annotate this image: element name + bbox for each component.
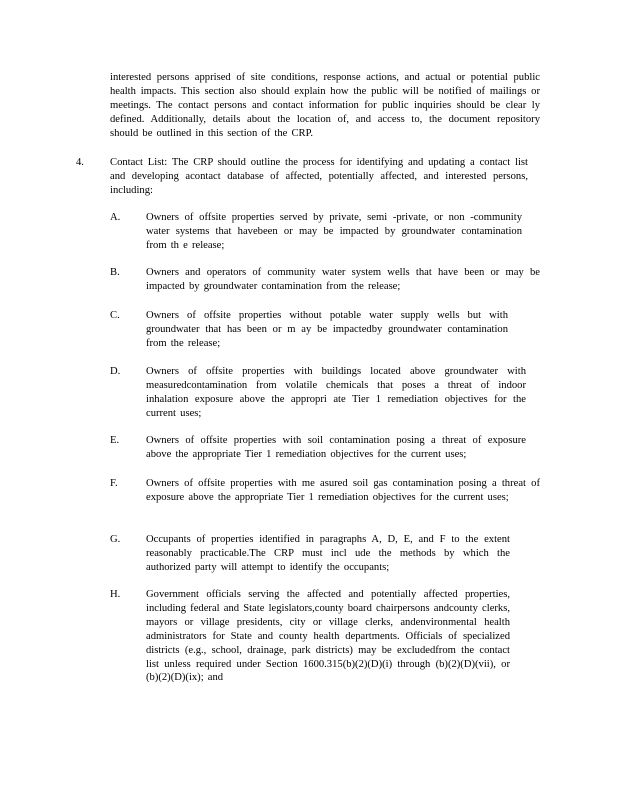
- item-text-c: Owners of offsite properties without potable water supply wells but with groundwater that has been or m ay be impactedby groundwater contamination from the release;: [146, 310, 508, 349]
- item-text-b: Owners and operators of community water system wells that have been or may be impacted by groundwater contamination from the release;: [146, 267, 540, 292]
- item-label-h: H.: [110, 589, 121, 600]
- item-text-e: Owners of offsite properties with soil contamination posing a threat of exposure above the appropriate Tier 1 remediation objectives for the current uses;: [146, 435, 526, 460]
- item-text-g: Occupants of properties identified in paragraphs A, D, E, and F to the extent reasonably practicable.The CRP must incl ude the methods by which the authorized party will attempt to identify the occupants;: [146, 534, 510, 573]
- item-label-g: G.: [110, 534, 121, 545]
- intro-paragraph: interested persons apprised of site conditions, response actions, and actual or potential public health impacts. This section also should explain how the public will be notified of mailings or meetings. The contact persons and contact information for public inquiries should be clear ly defined. Additionally, details about the location of, and access to, the document repository should be outlined in this section of the CRP.: [110, 72, 540, 139]
- contact-list-paragraph: Contact List: The CRP should outline the process for identifying and updating a contact list and developing acontact database of affected, potentially affected, and interested persons, including:: [110, 157, 528, 196]
- item-text-a: Owners of offsite properties served by private, semi -private, or non -community water systems that havebeen or may be impacted by groundwater contamination from th e release;: [146, 212, 522, 251]
- item-label-e: E.: [110, 435, 120, 446]
- item-text-h: Government officials serving the affected and potentially affected properties, including federal and State legislators,county board chairpersons andcounty clerks, mayors or village presidents, city or village clerks, andenvironmental health administrators for State and county health departments. Officials of specialized districts (e.g., school, drainage, park districts) may be excludedfrom the contact list unless required under Section 1600.315(b)(2)(D)(i) through (b)(2)(D)(vii), or (b)(2)(D)(ix); and: [146, 589, 510, 684]
- item-label-a: A.: [110, 212, 121, 223]
- item-label-c: C.: [110, 310, 120, 321]
- item-label-d: D.: [110, 366, 121, 377]
- item-text-f: Owners of offsite properties with me asured soil gas contamination posing a threat of exposure above the appropriate Tier 1 remediation objectives for the current uses;: [146, 478, 540, 503]
- section-number: 4.: [76, 157, 84, 168]
- item-text-d: Owners of offsite properties with buildings located above groundwater with measuredcontamination from volatile chemicals that poses a threat of indoor inhalation exposure above the appropri ate Tier 1 remediation objectives for the current uses;: [146, 366, 526, 419]
- item-label-f: F.: [110, 478, 118, 489]
- item-label-b: B.: [110, 267, 120, 278]
